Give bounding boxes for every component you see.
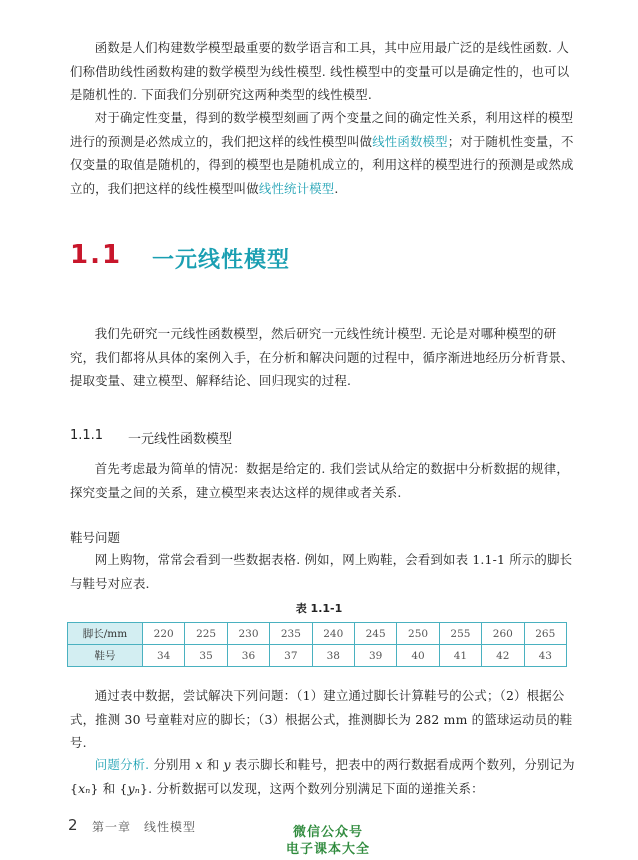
table-cell: 220 bbox=[143, 623, 185, 645]
page-number: 2 bbox=[68, 816, 78, 834]
watermark-line-2: 电子课本大全 bbox=[285, 842, 370, 857]
chapter-label: 第一章 线性模型 bbox=[92, 820, 197, 834]
questions-paragraph: 通过表中数据，尝试解决下列问题：（1）建立通过脚长计算鞋号的公式；（2）根据公式，推测 30 号童鞋对应的脚长；（3）根据公式，推测脚长为 282 mm 的篮球运动员的鞋号. bbox=[70, 688, 573, 750]
intro-p2-text-c: . bbox=[334, 180, 339, 196]
analysis-paragraph bbox=[70, 753, 576, 800]
subsection-title: 一元线性函数模型 bbox=[128, 432, 233, 447]
table-cell: 35 bbox=[185, 645, 227, 667]
intro-paragraph-1: 函数是人们构建数学模型最重要的数学语言和工具，其中应用最广泛的是线性函数. 人们称借助线性函数构建的数学模型为线性模型. 线性模型中的变量可以是确定性的，也可以是随机性的. 下面我们分别研究这两种类型的线性模型. bbox=[70, 40, 570, 102]
analysis-text-e: }. 分析数据可以发现，这两个数列分别满足下面的递推关系： bbox=[139, 780, 484, 796]
table-row-foot-length bbox=[68, 623, 567, 645]
foot-shoe-table bbox=[67, 622, 567, 667]
table-cell: 36 bbox=[227, 645, 269, 667]
problem-paragraph: 网上购物，常常会看到一些数据表格. 例如，网上购鞋，会看到如表 1.1-1 所示的脚长与鞋号对应表. bbox=[70, 552, 573, 591]
term-linear-function-model: 线性函数模型 bbox=[372, 133, 448, 149]
section-number: 1.1 bbox=[70, 240, 123, 270]
table-cell: 37 bbox=[270, 645, 312, 667]
table-cell: 250 bbox=[397, 623, 439, 645]
table-row-shoe-size bbox=[68, 645, 567, 667]
var-y: y bbox=[223, 757, 231, 772]
var-x: x bbox=[195, 757, 203, 772]
table-cell: 41 bbox=[439, 645, 481, 667]
table-cell: 245 bbox=[354, 623, 396, 645]
analysis-text-d: } 和 { bbox=[90, 780, 128, 796]
analysis-label: 问题分析. bbox=[94, 757, 150, 772]
analysis-text-a: 分别用 bbox=[149, 757, 196, 772]
table-cell: 240 bbox=[312, 623, 354, 645]
table-cell: 235 bbox=[270, 623, 312, 645]
section-intro-paragraph: 我们先研究一元线性函数模型，然后研究一元线性统计模型. 无论是对哪种模型的研究，我们都将从具体的案例入手，在分析和解决问题的过程中，循序渐进地经历分析背景、提取变量、建立模型、解释结论、回归现实的过程. bbox=[70, 326, 574, 388]
table-cell: 42 bbox=[482, 645, 524, 667]
table-cell: 230 bbox=[227, 623, 269, 645]
table-cell: 225 bbox=[185, 623, 227, 645]
section-title: 一元线性模型 bbox=[152, 248, 291, 273]
table-cell: 43 bbox=[524, 645, 566, 667]
table-cell: 39 bbox=[354, 645, 396, 667]
table-cell: 38 bbox=[312, 645, 354, 667]
subsection-number: 1.1.1 bbox=[70, 428, 104, 443]
watermark-line-1: 微信公众号 bbox=[292, 825, 363, 840]
analysis-text-b: 和 bbox=[202, 757, 224, 772]
table-cell: 255 bbox=[439, 623, 481, 645]
seq-xn: xₙ bbox=[78, 780, 91, 796]
intro-p2-text-a: 对于确定性变量，得到的数学模型刻画了两个变量之间的确定性关系，利用这样的模型进行的预测是必然成立的，我们把这样的线性模型叫做 bbox=[70, 110, 574, 149]
analysis-text-c: 表示脚长和鞋号，把表中的两行数据看成两个数列，分别记为 { bbox=[70, 757, 575, 796]
table-cell: 34 bbox=[143, 645, 185, 667]
subsection-intro-paragraph: 首先考虑最为简单的情况：数据是给定的. 我们尝试从给定的数据中分析数据的规律，探究变量之间的关系，建立模型来表达这样的规律或者关系. bbox=[70, 461, 569, 500]
table-caption: 表 1.1-1 bbox=[295, 602, 343, 615]
table-cell: 265 bbox=[524, 623, 566, 645]
seq-yn: yₙ bbox=[127, 780, 140, 796]
intro-paragraph-2 bbox=[70, 106, 576, 200]
problem-heading: 鞋号问题 bbox=[70, 530, 121, 545]
term-linear-statistical-model: 线性统计模型 bbox=[258, 180, 335, 196]
table-cell: 40 bbox=[397, 645, 439, 667]
row-label-shoe-size: 鞋号 bbox=[68, 645, 143, 667]
row-label-foot-length: 脚长/mm bbox=[68, 623, 143, 645]
table-cell: 260 bbox=[482, 623, 524, 645]
intro-p2-text-b: ；对于随机性变量，不仅变量的取值是随机的，得到的模型也是随机成立的，利用这样的模型进行的预测是或然成立的，我们把这样的线性模型叫做 bbox=[70, 133, 574, 196]
